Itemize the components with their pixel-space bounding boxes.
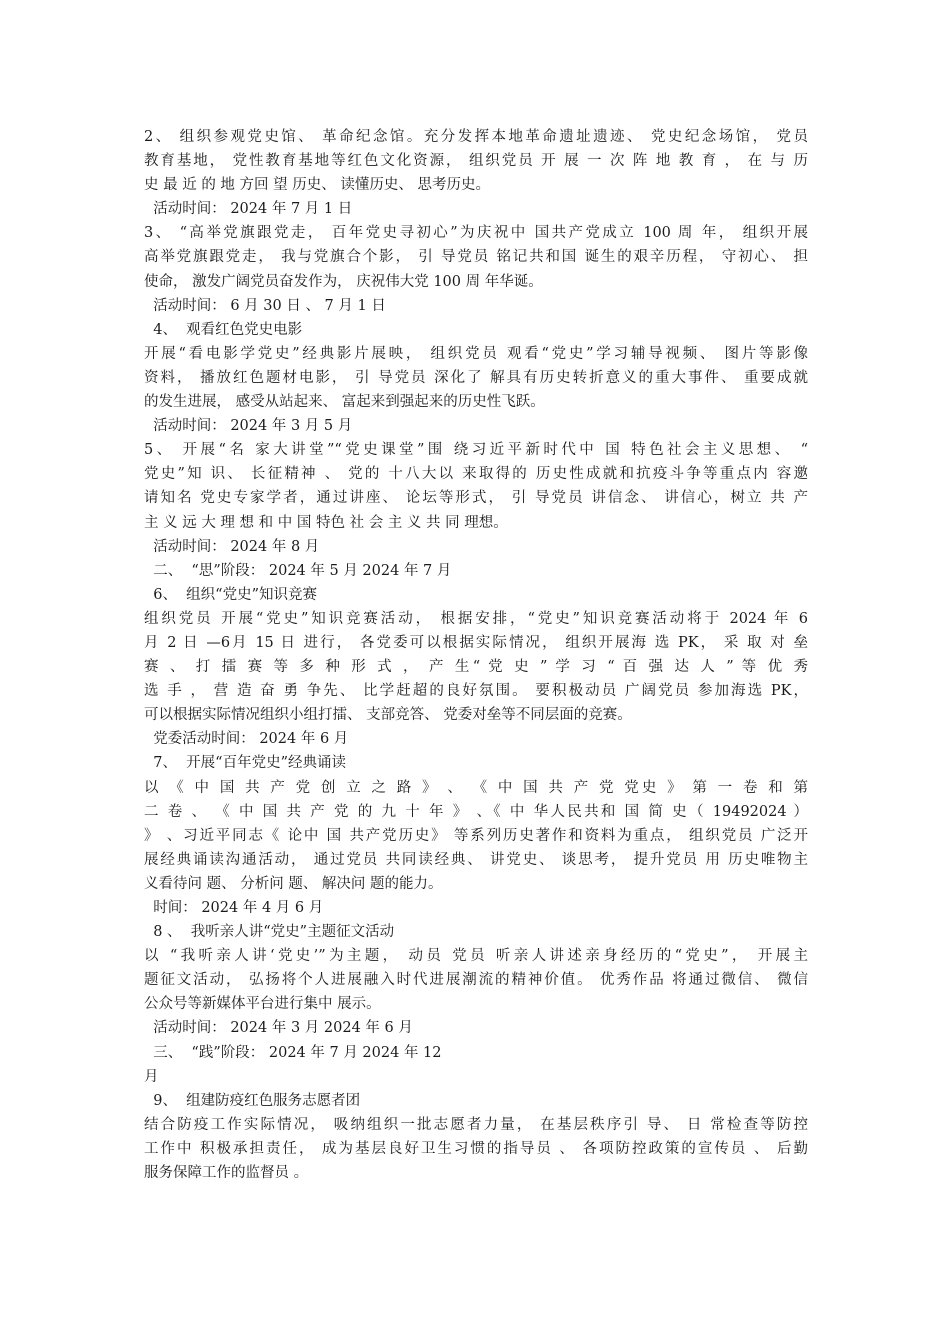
text-line: 活动时间： 6 月 30 日 、 7 月 1 日 [144,297,386,314]
text-line: 二、 “思”阶段： 2024 年 5 月 2024 年 7 月 [144,562,452,579]
text-line: 活动时间： 2024 年 3 月 5 月 [144,418,353,435]
text-line: 6、 组织“党史”知识竞赛 [144,586,317,603]
text-line: 7、 开展“百年党史”经典诵读 [144,755,346,772]
text-line: 可以根据实际情况组织小组打擂、 支部竞答、 党委对垒等不同层面的竞赛。 [144,707,632,724]
text-line: 活动时间： 2024 年 7 月 1 日 [144,201,353,218]
text-line: 义看待问 题、 分析问 题、 解决问 题的能力。 [144,875,443,892]
text-line: 时间： 2024 年 4 月 6 月 [144,900,324,916]
text-line: 赛 、 打 擂 赛 等 多 种 形 式 ， 产 生“ 党 史 ” 学 习 “ 百 强 达 人 ” 等 优 秀 [144,659,808,676]
text-line: 工作中 积极承担责任， 成为基层良好卫生习惯的指导员 、 各项防控政策的宣传员 、 后勤 [144,1140,808,1157]
text-line: 2、 组织参观党史馆、 革命纪念馆。充分发挥本地革命遗址遗迹、 党史纪念场馆， 党员 [144,129,808,145]
text-line: 党史”知 识、 长征精神 、 党的 十八大以 来取得的 历史性成就和抗疫斗争等重点内 容邀 [144,466,808,483]
text-line: 史 最 近 的 地 方回 望 历史、 读懂历史、 思考历史。 [144,177,490,194]
text-line: 题征文活动， 弘扬将个人进展融入时代进展潮流的精神价值。 优秀作品 将通过微信、 微信 [144,972,808,989]
text-line: 服务保障工作的监督员 。 [144,1165,309,1182]
document-body [144,125,808,1185]
text-line: 以 “我听亲人讲‘党史’”为主题， 动员 党员 听亲人讲述亲身经历的“党史”， 开展主 [144,948,808,965]
text-line: 展经典诵读沟通活动， 通过党员 共同读经典、 讲党史、 谈思考， 提升党员 用 历史唯物主 [144,851,808,868]
text-line: 3、 “高举党旗跟党走， 百年党史寻初心”为庆祝中 国共产党成立 100 周 年， 组织开展 [144,225,808,242]
text-line: 4、 观看红色党史电影 [144,321,303,338]
text-line: 的发生进展， 感受从站起来、 富起来到强起来的历史性飞跃。 [144,394,545,411]
text-line: 结合防疫工作实际情况， 吸纳组织一批志愿者力量， 在基层秩序引 导、 日 常检查等防控 [144,1116,808,1133]
text-line: 9、 组建防疫红色服务志愿者团 [144,1092,361,1109]
text-line: 组织党员 开展“党史”知识竞赛活动， 根据安排，“党史”知识竞赛活动将于 2024 年 6 [144,610,808,627]
text-line: 以 《 中 国 共 产 党 创 立 之 路 》 、 《 中 国 共 产 党 党史 》 第 一 卷 和 第 [144,779,808,796]
text-line: 开展“看电影学党史”经典影片展映， 组织党员 观看“党史”学习辅导视频、 图片等影像 [144,345,808,362]
text-line: 使命， 激发广阔党员奋发作为， 庆祝伟大党 100 周 年华诞。 [144,273,543,290]
text-line: 选 手 ， 营 造 奋 勇 争先、 比学赶超的良好氛围。 要积极动员 广阔党员 参加海选 PK， [144,683,808,700]
text-line: 8 、 我听亲人讲“党史”主题征文活动 [144,924,395,941]
text-line: 高举党旗跟党走， 我与党旗合个影， 引 导党员 铭记共和国 诞生的艰辛历程， 守初心、 担 [144,249,808,266]
text-line: 活动时间： 2024 年 8 月 [144,538,320,555]
text-line: 月 2 日 —6月 15 日 进行， 各党委可以根据实际情况， 组织开展海 选 PK， 采 取 对 垒 [144,634,808,651]
text-line: 》 、习近平同志《 论中 国 共产党历史》 等系列历史著作和资料为重点， 组织党员 广泛开 [144,827,808,844]
text-line: 主 义 远 大 理 想 和 中 国 特色 社 会 主 义 共 同 理想。 [144,514,508,531]
text-line: 月 [144,1068,159,1085]
text-line: 二 卷 、 《 中 国 共 产 党 的 九 十 年 》 、《 中 华人民共和 国 简 史（ 19492024 ） [144,803,808,820]
text-line: 5、 开展“名 家大讲堂”“党史课堂”围 绕习近平新时代中 国 特色社会主义思想、 “ [144,442,808,459]
text-line: 公众号等新媒体平台进行集中 展示。 [144,996,381,1013]
text-line: 请知名 党史专家学者，通过讲座、 论坛等形式， 引 导党员 讲信念、 讲信心，树立 共 产 [144,490,808,507]
text-line: 活动时间： 2024 年 3 月 2024 年 6 月 [144,1020,413,1037]
text-line: 三、 “践”阶段： 2024 年 7 月 2024 年 12 [144,1044,442,1061]
text-line: 资料， 播放红色题材电影， 引 导党员 深化了 解具有历史转折意义的重大事件、 重要成就 [144,369,808,386]
text-line: 教育基地， 党性教育基地等红色文化资源， 组织党员 开 展 一 次 阵 地 教 育 ， 在 与 历 [144,153,808,170]
text-line: 党委活动时间： 2024 年 6 月 [144,731,349,748]
